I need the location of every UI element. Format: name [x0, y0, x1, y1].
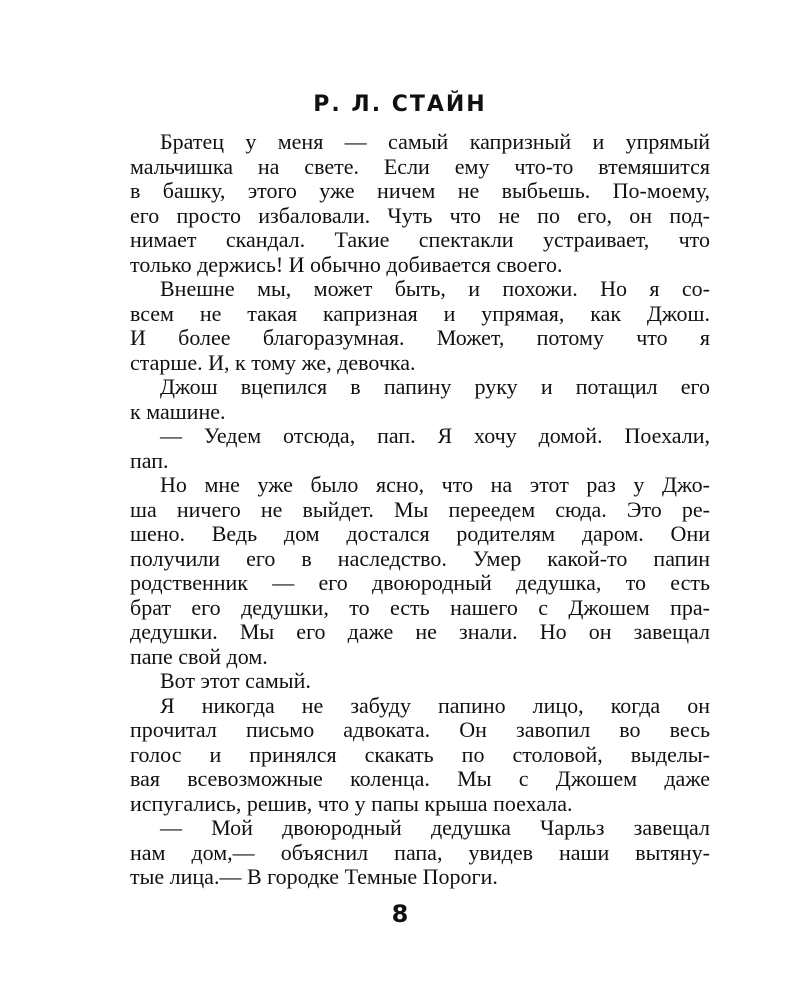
- text-line: брат его дедушки, то есть нашего с Джошем пра-: [130, 594, 710, 620]
- text-line: Вот этот самый.: [160, 668, 311, 693]
- text-line: к машине.: [130, 398, 226, 424]
- text-line: родственник — его двоюродный дедушка, то есть: [130, 570, 710, 595]
- text-line: Я никогда не забуду папино лицо, когда он: [160, 692, 710, 718]
- text-line: ша ничего не выйдет. Мы переедем сюда. Это ре-: [130, 496, 710, 522]
- text-line: пап.: [130, 447, 169, 473]
- text-line: мальчишка на свете. Если ему что-то втемяшится: [130, 153, 710, 179]
- text-line: тые лица.— В городке Темные Пороги.: [130, 864, 498, 889]
- text-line: нам дом,— объяснил папа, увидев наши вытяну-: [130, 839, 710, 865]
- text-line: Но мне уже было ясно, что на этот раз у Джо-: [160, 472, 710, 497]
- text-line: только держись! И обычно добивается своего.: [130, 251, 563, 277]
- text-line: старше. И, к тому же, девочка.: [130, 349, 416, 375]
- text-line: — Мой двоюродный дедушка Чарльз завещал: [160, 815, 710, 840]
- text-line: нимает скандал. Такие спектакли устраивает, что: [130, 227, 710, 252]
- body-text: [130, 130, 710, 890]
- text-line: всем не такая капризная и упрямая, как Джош.: [130, 300, 710, 326]
- text-line: дедушки. Мы его даже не знали. Но он завещал: [130, 619, 710, 644]
- text-line: вая всевозможные коленца. Мы с Джошем даже: [130, 766, 710, 791]
- page-number: 8: [391, 900, 409, 928]
- text-line: папе свой дом.: [130, 643, 268, 669]
- text-line: в башку, этого уже ничем не выбьешь. По-моему,: [130, 178, 710, 203]
- text-line: его просто избаловали. Чуть что не по его, он под-: [130, 202, 710, 228]
- text-line: получили его в наследство. Умер какой-то папин: [130, 545, 710, 571]
- text-line: Джош вцепился в папину руку и потащил его: [160, 374, 710, 399]
- text-line: — Уедем отсюда, пап. Я хочу домой. Поехали,: [160, 423, 710, 448]
- text-line: голос и принялся скакать по столовой, выделы-: [130, 741, 710, 767]
- text-line: прочитал письмо адвоката. Он завопил во весь: [130, 717, 710, 742]
- text-line: шено. Ведь дом достался родителям даром. Они: [130, 521, 710, 546]
- running-head: Р. Л. СТАЙН: [313, 92, 487, 117]
- text-line: Братец у меня — самый капризный и упрямый: [160, 129, 710, 154]
- text-line: испугались, решив, что у папы крыша поехала.: [130, 790, 573, 816]
- text-line: И более благоразумная. Может, потому что я: [130, 325, 710, 350]
- text-line: Внешне мы, может быть, и похожи. Но я со-: [160, 276, 710, 301]
